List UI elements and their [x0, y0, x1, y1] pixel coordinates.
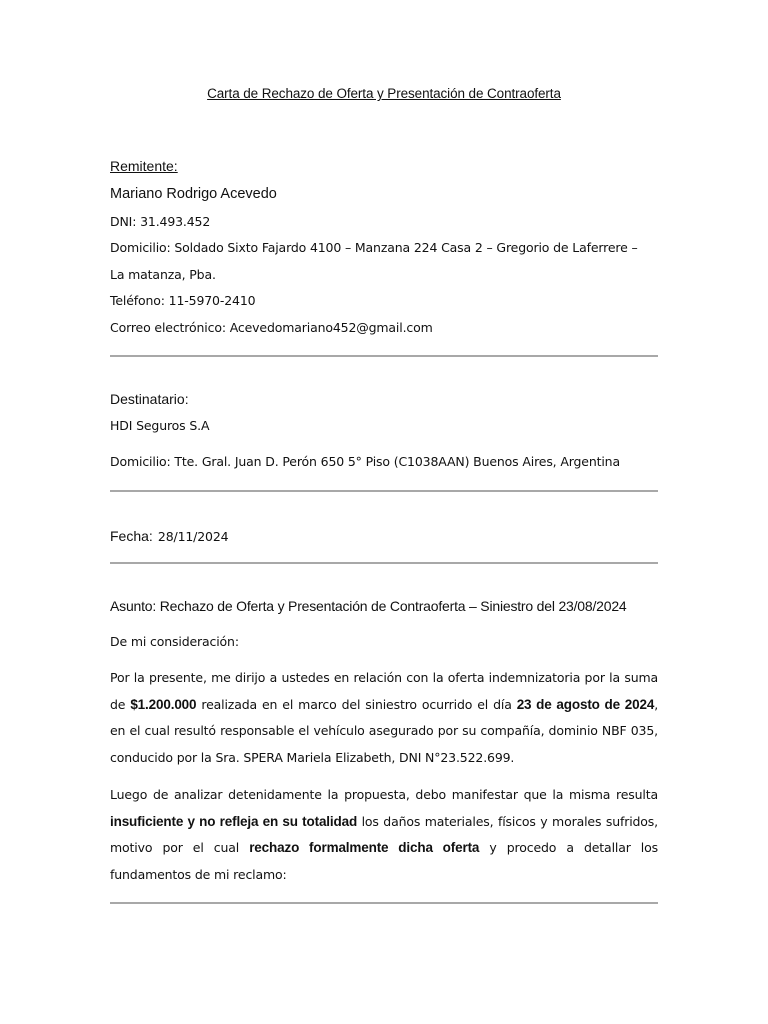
paragraph-2-text-2: los daños materiales, físicos y morales sufridos, motivo por el cual [110, 813, 658, 856]
paragraph-2-bold-2: rechazo formalmente dicha oferta [249, 840, 480, 856]
paragraph-1-date: 23 de agosto de 2024 [516, 696, 655, 712]
paragraph-2-text-3: y procedo a detallar los fundamentos de mi reclamo: [110, 840, 658, 883]
paragraph-2 [110, 782, 658, 889]
fecha-value: 28/11/2024 [157, 529, 229, 544]
separator-3 [110, 562, 658, 564]
remitente-domicilio-line1: Domicilio: Soldado Sixto Fajardo 4100 – Manzana 224 Casa 2 – Gregorio de Laferrere – [110, 240, 638, 255]
remitente-domicilio-line2: La matanza, Pba. [110, 267, 216, 282]
paragraph-2-bold-1: insuficiente y no refleja en su totalidad [110, 813, 358, 829]
separator-1 [110, 355, 658, 357]
paragraph-1 [110, 665, 658, 772]
paragraph-2-text-1: Luego de analizar detenidamente la propuesta, debo manifestar que la misma resulta [110, 787, 658, 802]
letter-title: Carta de Rechazo de Oferta y Presentación de Contraoferta [207, 86, 561, 101]
paragraph-1-amount: $1.200.000 [130, 696, 197, 712]
fecha-row [110, 526, 228, 545]
remitente-telefono: Teléfono: 11-5970-2410 [110, 293, 256, 308]
remitente-correo: Correo electrónico: Acevedomariano452@gmail.com [110, 320, 433, 335]
remitente-name: Mariano Rodrigo Acevedo [110, 186, 277, 202]
destinatario-label: Destinatario: [110, 391, 189, 407]
remitente-dni: DNI: 31.493.452 [110, 214, 211, 229]
destinatario-domicilio: Domicilio: Tte. Gral. Juan D. Perón 650 5° Piso (C1038AAN) Buenos Aires, Argentina [110, 454, 620, 469]
destinatario-name: HDI Seguros S.A [110, 418, 210, 433]
separator-2 [110, 490, 658, 492]
paragraph-1-text-1: Por la presente, me dirijo a ustedes en relación con la oferta indemnizatoria por la suma de [110, 670, 658, 712]
saludo: De mi consideración: [110, 634, 239, 649]
paragraph-1-text-3: , en el cual resultó responsable el vehículo asegurado por su compañía, dominio NBF 035, conducido por la Sra. SPERA Mariela Elizabeth, DNI N°23.522.699. [110, 696, 659, 766]
asunto: Asunto: Rechazo de Oferta y Presentación de Contraoferta – Siniestro del 23/08/2024 [110, 598, 627, 614]
remitente-label: Remitente: [110, 158, 178, 174]
paragraph-1-text-2: realizada en el marco del siniestro ocurrido el día [196, 696, 517, 712]
separator-4 [110, 902, 658, 904]
fecha-label: Fecha: [110, 528, 153, 544]
